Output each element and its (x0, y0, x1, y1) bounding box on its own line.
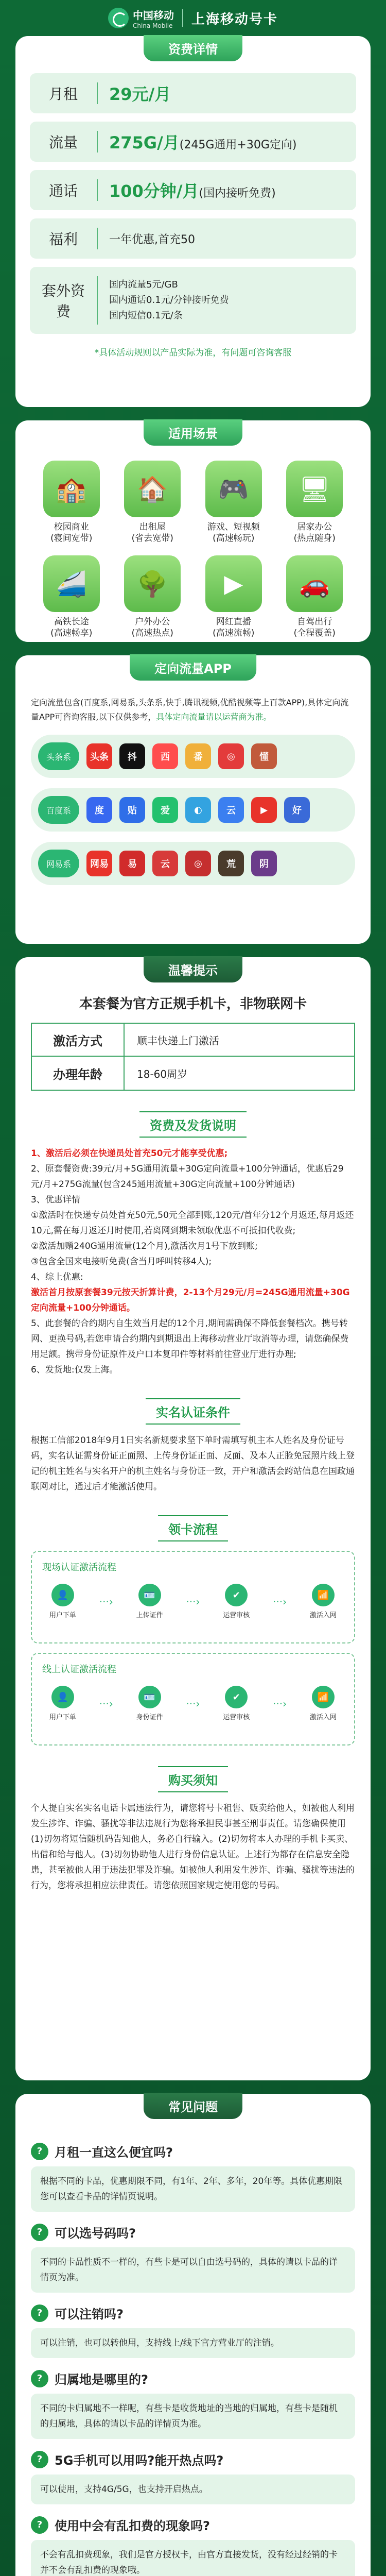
fee-item: 1、激活后必须在快递员处首充50元才能享受优惠; (31, 1148, 228, 1159)
scenes-card (15, 420, 371, 642)
flows (31, 1551, 355, 1745)
fee-item: 6、发货地:仅发上海。 (31, 1365, 118, 1375)
detail-value: 29元/月 (109, 84, 171, 104)
app-icon[interactable]: 网易 (86, 851, 112, 876)
scene-item (112, 555, 194, 639)
app-icon[interactable]: 西 (152, 743, 178, 769)
detail-value-main: 275G/月 (109, 133, 180, 152)
warn-title: 本套餐为官方正规手机卡，非物联网卡 (79, 996, 307, 1012)
app-icon[interactable]: 贴 (119, 797, 145, 823)
flow-step (129, 1686, 170, 1721)
question-icon: ? (31, 2224, 48, 2241)
realname-title-text: 实名认证条件 (146, 1398, 240, 1425)
scene-label-line: (高速畅玩) (213, 533, 255, 544)
scene-label (132, 521, 173, 544)
arrow-icon: ···› (186, 1697, 200, 1710)
scene-label (294, 521, 336, 544)
flow-step (42, 1584, 83, 1619)
scene-icon: 🚄 (43, 555, 100, 612)
faq-question[interactable] (31, 2142, 355, 2160)
step-label: 激活入网 (309, 1714, 337, 1721)
detail-value (98, 178, 287, 202)
scene-label (50, 616, 92, 639)
question-text: 可以注销吗? (55, 2307, 124, 2321)
scene-icon: ▶ (205, 555, 262, 612)
detail-lines (98, 273, 240, 328)
scene-item (274, 461, 356, 544)
question-text: 归属地是哪里的? (55, 2372, 148, 2387)
scene-label (207, 521, 260, 544)
fee-list (31, 1146, 355, 1378)
notice-card (15, 957, 371, 2080)
detail-value-note: (国内接听免费) (199, 187, 276, 200)
detail-label: 通话 (48, 182, 78, 199)
question-text: 使用中会有乱扣费的现象吗? (55, 2519, 210, 2533)
scene-icon: 🚗 (286, 555, 343, 612)
faq-question[interactable] (31, 2450, 355, 2468)
detail-row-rent (30, 73, 356, 113)
app-icon[interactable]: 云 (152, 851, 178, 876)
scene-label-line: 网红直播 (216, 617, 251, 627)
step-icon: 📶 (312, 1584, 335, 1606)
page-title: 上海移动号卡 (191, 11, 278, 27)
realname-section-title (31, 1398, 355, 1425)
fee-item: 激活首月按原套餐39元按天折算计费，2-13个月29元/月=245G通用流量+30G定向流量+100分钟通话。 (31, 1287, 350, 1313)
scene-label-line: 高铁长途 (54, 617, 89, 627)
step-icon: 📶 (312, 1686, 335, 1708)
app-row (31, 842, 355, 885)
scene-item (31, 555, 112, 639)
step-label: 运营审核 (223, 1714, 250, 1721)
scene-grid (31, 461, 355, 639)
app-row (31, 788, 355, 832)
scene-item (31, 461, 112, 544)
arrow-icon: ···› (99, 1595, 113, 1608)
app-icon[interactable]: 头条 (86, 743, 112, 769)
table-row (32, 1024, 354, 1057)
faq-answer: 不同的卡归属地不一样呢，有些卡是收货地址的当地的归属地，有些卡是随机的归属地，具体的请以卡品的详情页为准。 (31, 2394, 355, 2439)
scene-label-line: 户外办公 (135, 617, 170, 627)
brand-name: 中国移动 (132, 9, 174, 22)
fee-item: ②激活加赠240G通用流量(12个月),激活次月1号下放到账; (31, 1241, 258, 1251)
apps-description (31, 696, 355, 724)
app-icon[interactable]: ◎ (185, 851, 211, 876)
scene-label (294, 616, 336, 639)
faq-question[interactable] (31, 2223, 355, 2241)
faq-question[interactable] (31, 2304, 355, 2322)
brand (108, 7, 174, 29)
brand-en: China Mobile (132, 22, 173, 29)
step-label: 上传证件 (136, 1612, 163, 1619)
flow-title: 现场认证激活流程 (42, 1562, 116, 1573)
table-row (32, 1057, 354, 1090)
footnote: *具体活动规则以产品实际为准，有问题可咨询客服 (94, 348, 292, 358)
notice-title: 温馨提示 (144, 956, 242, 982)
arrow-icon: ···› (273, 1595, 287, 1608)
flow-step (129, 1584, 170, 1619)
buy-text: 个人提自实名实名电话卡属违法行为，请您将号卡租售、贩卖给他人，如被他人利用发生涉诈、诈骗、骚扰等非法违规行为您将承担民事甚至刑事责任。请您确保使用(1)切勿将短信随机码告知他人，务必自行输入。(2)切勿将本人办理的手机卡买卖、出借和给与他人。(3)切勿协助他人进行身份信息认证。上述行为都存在信息安全隐患，甚至被他人用于违法犯罪及诈骗。如被他人利用发生涉诈、诈骗、骚扰等违法的行为，您将承担相应法律责任。请您依照国家规定使用您的号码。 (31, 1803, 355, 1891)
faq-answer: 不会有乱扣费现象，我们是官方授权卡，由官方直接发货，没有经过经销的卡并不会有乱扣费的现象哦。 (31, 2540, 355, 2576)
flow-steps (42, 1686, 344, 1721)
scene-label-line: 自驾出行 (297, 617, 332, 627)
flow-section-title (31, 1515, 355, 1541)
scene-label-line: (高速热点) (131, 628, 173, 638)
app-icon[interactable]: 易 (119, 851, 145, 876)
scene-label (213, 616, 254, 639)
faq-answer: 不同的卡品性质不一样的，有些卡是可以自由选号码的，具体的请以卡品的详情页为准。 (31, 2247, 355, 2293)
question-text: 可以选号码吗? (55, 2226, 136, 2241)
app-icon[interactable]: 阴 (251, 851, 277, 876)
fee-section-title (31, 1111, 355, 1138)
fee-section-title-text: 资费及发货说明 (139, 1111, 247, 1138)
faq-answer: 可以使用，支持4G/5G，也支持开启热点。 (31, 2475, 355, 2504)
question-icon: ? (31, 2370, 48, 2387)
arrow-icon: ···› (99, 1697, 113, 1710)
step-icon: ✔ (225, 1686, 248, 1708)
scene-item (193, 555, 274, 639)
flow-step (216, 1584, 257, 1619)
faq-title: 常见问题 (144, 2093, 242, 2119)
app-icon[interactable]: 懂 (251, 743, 277, 769)
detail-row-benefit (30, 218, 356, 259)
fee-item: 5、此套餐的合约期内自生效当月起的12个月,期间需确保不降低套餐档次。携号转网、更换号码,若您申请合约期内到期退出上海移动营业厅取消等办理，请您确保费用足额。携带身份证原件及户口本复印件等材料前往营业厅进行办理; (31, 1318, 349, 1360)
table-value: 顺丰快递上门激活 (137, 1034, 219, 1047)
step-label: 用户下单 (49, 1714, 76, 1721)
question-icon: ? (31, 2516, 48, 2534)
scene-icon: 🏫 (43, 461, 100, 517)
step-icon: 👤 (51, 1686, 74, 1708)
scene-icon: 🎮 (205, 461, 262, 517)
app-icon[interactable]: ◐ (185, 797, 211, 823)
app-group-tag: 百度系 (38, 796, 79, 824)
apps-card (15, 655, 371, 944)
question-icon: ? (31, 2143, 48, 2160)
flow-step (303, 1686, 344, 1721)
app-icon[interactable]: 抖 (119, 743, 145, 769)
scene-label-line: (寝间宽带) (50, 533, 93, 544)
header-divider (182, 9, 183, 27)
table-value: 18-60周岁 (137, 1067, 188, 1080)
arrow-icon: ···› (273, 1697, 287, 1710)
detail-line: 国内通话0.1元/分钟接听免费 (109, 295, 229, 306)
app-icon[interactable]: ▶ (251, 797, 277, 823)
fee-item: 3、优惠详情 (31, 1195, 80, 1205)
scene-label-line: (全程覆盖) (293, 628, 336, 638)
detail-label: 套外资费 (41, 282, 85, 320)
detail-value-note: (245G通用+30G定向) (179, 139, 297, 151)
detail-line: 国内短信0.1元/条 (109, 310, 183, 321)
detail-label: 福利 (48, 231, 78, 248)
scene-icon: 🌳 (124, 555, 181, 612)
flow-step (42, 1686, 83, 1721)
step-icon: 🪪 (138, 1686, 161, 1708)
fee-details-card (15, 36, 371, 407)
scene-label-line: 居家办公 (297, 522, 332, 532)
flow-box (31, 1551, 355, 1643)
question-icon: ? (31, 2304, 48, 2322)
app-icon[interactable]: 番 (185, 743, 211, 769)
apps-title: 定向流量APP (130, 654, 256, 681)
faq-list (31, 2142, 355, 2576)
scene-item (274, 555, 356, 639)
detail-row-data (30, 122, 356, 162)
detail-row-calls (30, 170, 356, 210)
step-label: 激活入网 (309, 1612, 337, 1619)
scene-label-line: 出租屋 (139, 522, 166, 532)
app-icon[interactable]: 好 (284, 797, 310, 823)
fee-details-title: 资费详情 (144, 35, 242, 61)
scene-icon: 🖥 (286, 461, 343, 517)
scene-label-line: (热点随身) (293, 533, 336, 544)
info-table (31, 1023, 355, 1091)
header (0, 0, 386, 36)
app-group-tag: 网易系 (38, 850, 79, 877)
detail-value: 一年优惠,首充50 (109, 233, 195, 246)
scene-label-line: 校园商业 (54, 522, 89, 532)
app-icon[interactable]: ◎ (218, 743, 244, 769)
app-rows (31, 735, 355, 885)
fee-item: ①激活时在快递专员处首充50元,50元全部到账,120元/首年分12个月返还,每月返还10元,需在每月返还月时使用,若离网到期未领取优惠不可抵扣代收费; (31, 1210, 354, 1236)
app-icon[interactable]: 度 (86, 797, 112, 823)
flow-step (303, 1584, 344, 1619)
faq-question[interactable] (31, 2516, 355, 2534)
app-icon[interactable]: 荒 (218, 851, 244, 876)
scene-item (193, 461, 274, 544)
scene-icon: 🏠 (124, 461, 181, 517)
scene-label-line: 游戏、短视频 (207, 522, 260, 532)
app-group-tag: 头条系 (38, 742, 79, 770)
fee-item: ③包含全国来电接听免费(含当月呼叫转移4人); (31, 1257, 212, 1267)
flow-title: 线上认证激活流程 (42, 1664, 116, 1675)
faq-answer: 可以注销，也可以转他用，支持线上/线下官方营业厅的注销。 (31, 2328, 355, 2358)
scene-label (50, 521, 92, 544)
flow-title-text: 领卡流程 (158, 1515, 228, 1541)
table-key: 激活方式 (32, 1024, 125, 1056)
detail-label: 月租 (48, 86, 78, 103)
detail-line: 国内流量5元/GB (109, 279, 178, 290)
app-row (31, 735, 355, 778)
faq-question[interactable] (31, 2369, 355, 2387)
detail-row-extra (30, 267, 356, 334)
fee-item: 2、原套餐资费:39元/月+5G通用流量+30G定向流量+100分钟通话，优惠后29元/月+275G流量(包含245通用流量+30G定向流量+100分钟通话) (31, 1164, 344, 1190)
china-mobile-logo-icon (108, 8, 129, 28)
fee-item: 4、综上优惠: (31, 1272, 83, 1282)
detail-value (98, 130, 308, 154)
detail-label: 流量 (48, 134, 78, 151)
step-label: 用户下单 (49, 1612, 76, 1619)
flow-box (31, 1653, 355, 1745)
apps-desc-text: 定向流量包含(百度系,网易系,头条系,快手,腾讯视频,优酷视频等上百款APP),具体定向流量APP可咨询客服,以下仅供参考， (31, 698, 349, 722)
brand-text (133, 7, 174, 29)
scene-label-line: (高速流畅) (213, 628, 255, 638)
step-icon: ✔ (225, 1584, 248, 1606)
flow-step (216, 1686, 257, 1721)
buy-title-text: 购买须知 (158, 1766, 228, 1792)
question-icon: ? (31, 2451, 48, 2468)
buy-section-title (31, 1766, 355, 1792)
faq-card (15, 2094, 371, 2576)
arrow-icon: ···› (186, 1595, 200, 1608)
scenes-title: 适用场景 (144, 419, 242, 446)
faq-answer: 根据不同的卡品，优惠期限不同，有1年、2年、多年，20年等。具体优惠期限您可以查看卡品的详情页说明。 (31, 2166, 355, 2212)
scene-label-line: (省去宽带) (131, 533, 173, 544)
step-label: 运营审核 (223, 1612, 250, 1619)
app-icon[interactable]: 爱 (152, 797, 178, 823)
scene-label (132, 616, 173, 639)
flow-steps (42, 1584, 344, 1619)
scene-item (112, 461, 194, 544)
question-text: 5G手机可以用吗?能开热点吗? (55, 2453, 224, 2468)
table-key: 办理年龄 (32, 1057, 125, 1090)
step-icon: 🪪 (138, 1584, 161, 1606)
question-text: 月租一直这么便宜吗? (55, 2145, 173, 2160)
step-icon: 👤 (51, 1584, 74, 1606)
apps-desc-highlight: 具体定向流量请以运营商为准。 (156, 712, 272, 722)
detail-value-main: 100分钟/月 (109, 181, 199, 201)
step-label: 身份证件 (136, 1714, 163, 1721)
realname-text: 根据工信部2018年9月1日实名新规要求坚下单时需填写机主本人姓名及身份证号码，实名认证需身份证正面照、上传身份证正面、反面、及本人正脸免冠照片线上登记的机主姓名与实名开户的机主姓名与身份证一致，开户和激活会跨站信息在国政通联网对比，通过后才能激活使用。 (31, 1435, 355, 1492)
scene-label-line: (高速畅享) (50, 628, 93, 638)
app-icon[interactable]: 云 (218, 797, 244, 823)
